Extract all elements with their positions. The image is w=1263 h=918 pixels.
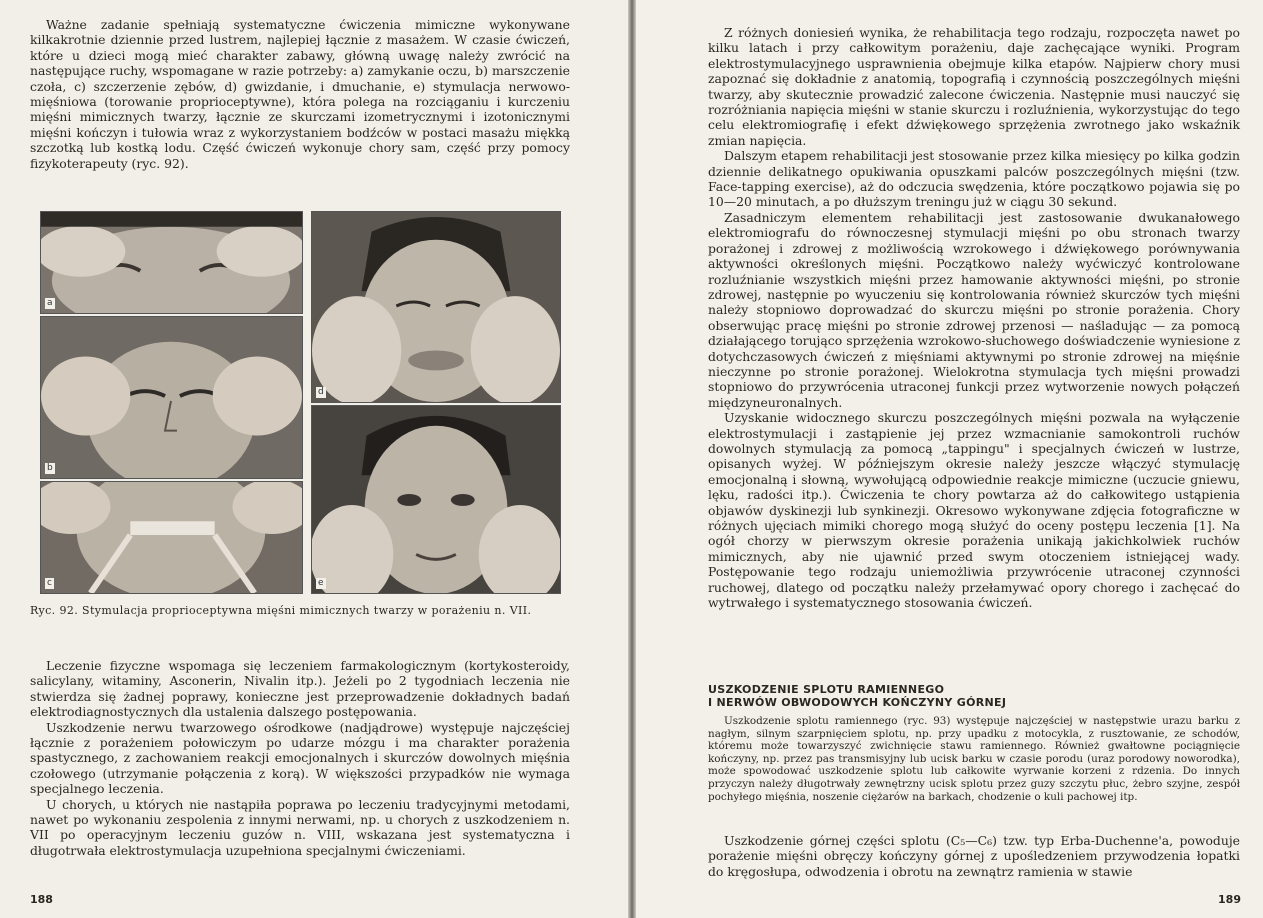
- figure-panel-a: [40, 211, 303, 314]
- paragraph: Dalszym etapem rehabilitacji jest stosowanie przez kilka miesięcy po kilka godzin dziennie delikatnego opukiwania opuszkami palców poszczególnych mięśni (tzw. Face-tapping exercise), aż do odczucia swędzenia, które początkowo pojawia się po 10—20 minutach, a po dłuższym treningu już w ciągu 30 sekund.: [708, 148, 1240, 210]
- left-bottom-text: [30, 658, 570, 858]
- right-page: [636, 0, 1263, 918]
- paragraph: Uszkodzenie nerwu twarzowego ośrodkowe (nadjądrowe) występuje najczęściej łącznie z porażeniem połowiczym po udarze mózgu i ma charakter porażenia spastycznego, z zachowaniem reakcji emocjonalnych i skurczów dowolnych mięśnia czołowego (utrzymanie połączenia z korą). W większości przypadków nie wymaga specjalnego leczenia.: [30, 719, 570, 797]
- paragraph: Uszkodzenie górnej części splotu (C₅—C₆) tzw. typ Erba-Duchenne'a, powoduje porażenie mięśni obręczy kończyny górnej z upośledzeniem przywodzenia łopatki do kręgosłupa, odwodzenia i obrotu na zewnątrz ramienia w stawie: [708, 833, 1240, 879]
- figure-panel-b: [40, 316, 303, 479]
- section-heading-line: I NERWÓW OBWODOWYCH KOŃCZYNY GÓRNEJ: [708, 696, 1007, 709]
- book-gutter: [628, 0, 636, 918]
- left-top-paragraph: [30, 17, 570, 171]
- paragraph: Uszkodzenie splotu ramiennego (ryc. 93) występuje najczęściej w następstwie urazu barku z nagłym, silnym szarpnięciem splotu, np. przy upadku z motocykla, z rusztowanie, ze schodów, któremu może towarzyszyć zwichnięcie stawu ramiennego. Również gwałtowne pociągnięcie kończyny, np. przez pas transmisyjny lub ucisk barku w czasie porodu (uraz porodowy noworodka), może spowodować uszkodzenie splotu lub całkowite wyrwanie korzeni z rdzenia. Do innych przyczyn należy długotrwały zewnętrzny ucisk splotu przez guzy szczytu płuc, żebro szyjne, zespół pochyłego mięśnia, noszenie ciężarów na barkach, chodzenie o kuli pachowej itp.: [708, 715, 1240, 803]
- panel-label: e: [318, 578, 324, 588]
- page-number: 189: [1218, 893, 1241, 906]
- paragraph: Leczenie fizyczne wspomaga się leczeniem farmakologicznym (kortykosteroidy, salicylany, witaminy, Asconerin, Nivalin itp.). Jeżeli po 2 tygodniach leczenia nie stwierdza się żadnej poprawy, konieczne jest przeprowadzenie dokładnych badań elektrodiagnostycznych dla ustalenia dalszego postępowania.: [30, 658, 570, 720]
- section-small-text: [708, 715, 1240, 803]
- right-bottom-text: [708, 833, 1240, 879]
- figure-panel-e: [311, 405, 561, 594]
- left-page: [0, 0, 628, 918]
- panel-label: b: [47, 463, 53, 473]
- paragraph: U chorych, u których nie nastąpiła poprawa po leczeniu tradycyjnymi metodami, nawet po wykonaniu zespolenia z innymi nerwami, np. u chorych z uszkodzeniem n. VII po operacyjnym leczeniu guzów n. VIII, wskazana jest systematyczna i długotrwała elektrostymulacja uzupełniona specjalnymi ćwiczeniami.: [30, 796, 570, 858]
- panel-label: c: [47, 578, 52, 588]
- panel-label: d: [318, 387, 324, 397]
- right-top-text: [708, 25, 1240, 610]
- section-heading: [708, 683, 1240, 709]
- panel-label: a: [47, 298, 53, 308]
- figure-caption: Ryc. 92. Stymulacja proprioceptywna mięśni mimicznych twarzy w porażeniu n. VII.: [30, 604, 532, 617]
- page-number: 188: [30, 893, 53, 906]
- paragraph: Ważne zadanie spełniają systematyczne ćwiczenia mimiczne wykonywane kilkakrotnie dziennie przed lustrem, najlepiej łącznie z masażem. W czasie ćwiczeń, które u dzieci mogą mieć charakter zabawy, główną uwagę należy zwrócić na następujące ruchy, wspomagane w razie potrzeby: a) zamykanie oczu, b) marszczenie czoła, c) szczerzenie zębów, d) gwizdanie, i dmuchanie, e) stymulacja nerwowo-mięśniowa (torowanie proprioceptywne), która polega na rozciąganiu i kurczeniu mięśni mimicznych twarzy, łącznie ze skurczami izometrycznymi i izotonicznymi mięśni kończyn i tułowia wraz z wykorzystaniem bodźców w postaci masażu miękką szczotką lub kostką lodu. Część ćwiczeń wykonuje chory sam, część przy pomocy fizykoterapeuty (ryc. 92).: [30, 17, 570, 171]
- paragraph: Uzyskanie widocznego skurczu poszczególnych mięśni pozwala na wyłączenie elektrostymulacji i zastąpienie jej przez wzmacnianie samokontroli ruchów dowolnych stymulacją za pomocą „tappingu" i specjalnych ćwiczeń w lustrze, opisanych wyżej. W późniejszym okresie należy jeszcze włączyć stymulację emocjonalną i słowną, wywołującą odpowiednie reakcje mimiczne (uczucie gniewu, lęku, radości itp.). Ćwiczenia te chory powtarza aż do całkowitego ustąpienia objawów dyskinezji lub synkinezji. Okresowo wykonywane zdjęcia fotograficzne w różnych ujęciach mimiki chorego mogą służyć do oceny postępu leczenia [1]. Na ogół chorzy w pierwszym okresie porażenia unikają jakichkolwiek ruchów mimicznych, aby nie ujawnić przed swym otoczeniem istniejącej wady. Postępowanie tego rodzaju uniemożliwia przywrócenie utraconej czynności ruchowej, dlatego od początku należy przełamywać opory chorego i zachęcać do wytrwałego i systematycznego stosowania ćwiczeń.: [708, 410, 1240, 611]
- figure-panel-c: [40, 481, 303, 594]
- paragraph: Zasadniczym elementem rehabilitacji jest zastosowanie dwukanałowego elektromiografu do równoczesnej stymulacji mięśni po obu stronach twarzy porażonej i zdrowej z możliwością wzrokowego i dźwiękowego porównywania aktywności określonych mięśni. Początkowo należy wyćwiczyć kontrolowane rozluźnianie wszystkich mięśni przez hamowanie aktywności mięśni, po stronie zdrowej, następnie po wyuczeniu się kontrolowania również skurczów tych mięśni należy stopniowo doprowadzać do skurczu mięśni po stronie porażenia. Chory obserwując pracę mięśni po stronie zdrowej przenosi — naśladując — za pomocą działającego torująco sprzężenia wzrokowo-słuchowego doświadczenie wyniesione z dotychczasowych ćwiczeń z mięśniami aktywnymi po stronie zdrowej na mięśnie nieczynne po stronie porażonej. Wielokrotna stymulacja tych mięśni prowadzi stopniowo do przywrócenia utraconej funkcji przez wytworzenie nowych połączeń międzyneuronalnych.: [708, 209, 1240, 410]
- section-heading-line: USZKODZENIE SPLOTU RAMIENNEGO: [708, 683, 945, 696]
- figure-panel-d: [311, 211, 561, 403]
- paragraph: Z różnych doniesień wynika, że rehabilitacja tego rodzaju, rozpoczęta nawet po kilku latach i przy całkowitym porażeniu, daje zachęcające wyniki. Program elektrostymulacyjnego usprawnienia obejmuje kilka etapów. Najpierw chory musi zapoznać się dokładnie z anatomią, topografią i czynnością poszczególnych mięśni twarzy, aby skutecznie prowadzić zalecone ćwiczenia. Następnie musi nauczyć się rozróżniania napięcia mięśni w stanie skurczu i rozluźnienia, wykorzystując do tego celu elektromiografię i efekt dźwiękowego sprzężenia zwrotnego jako wskaźnik zmian napięcia.: [708, 25, 1240, 148]
